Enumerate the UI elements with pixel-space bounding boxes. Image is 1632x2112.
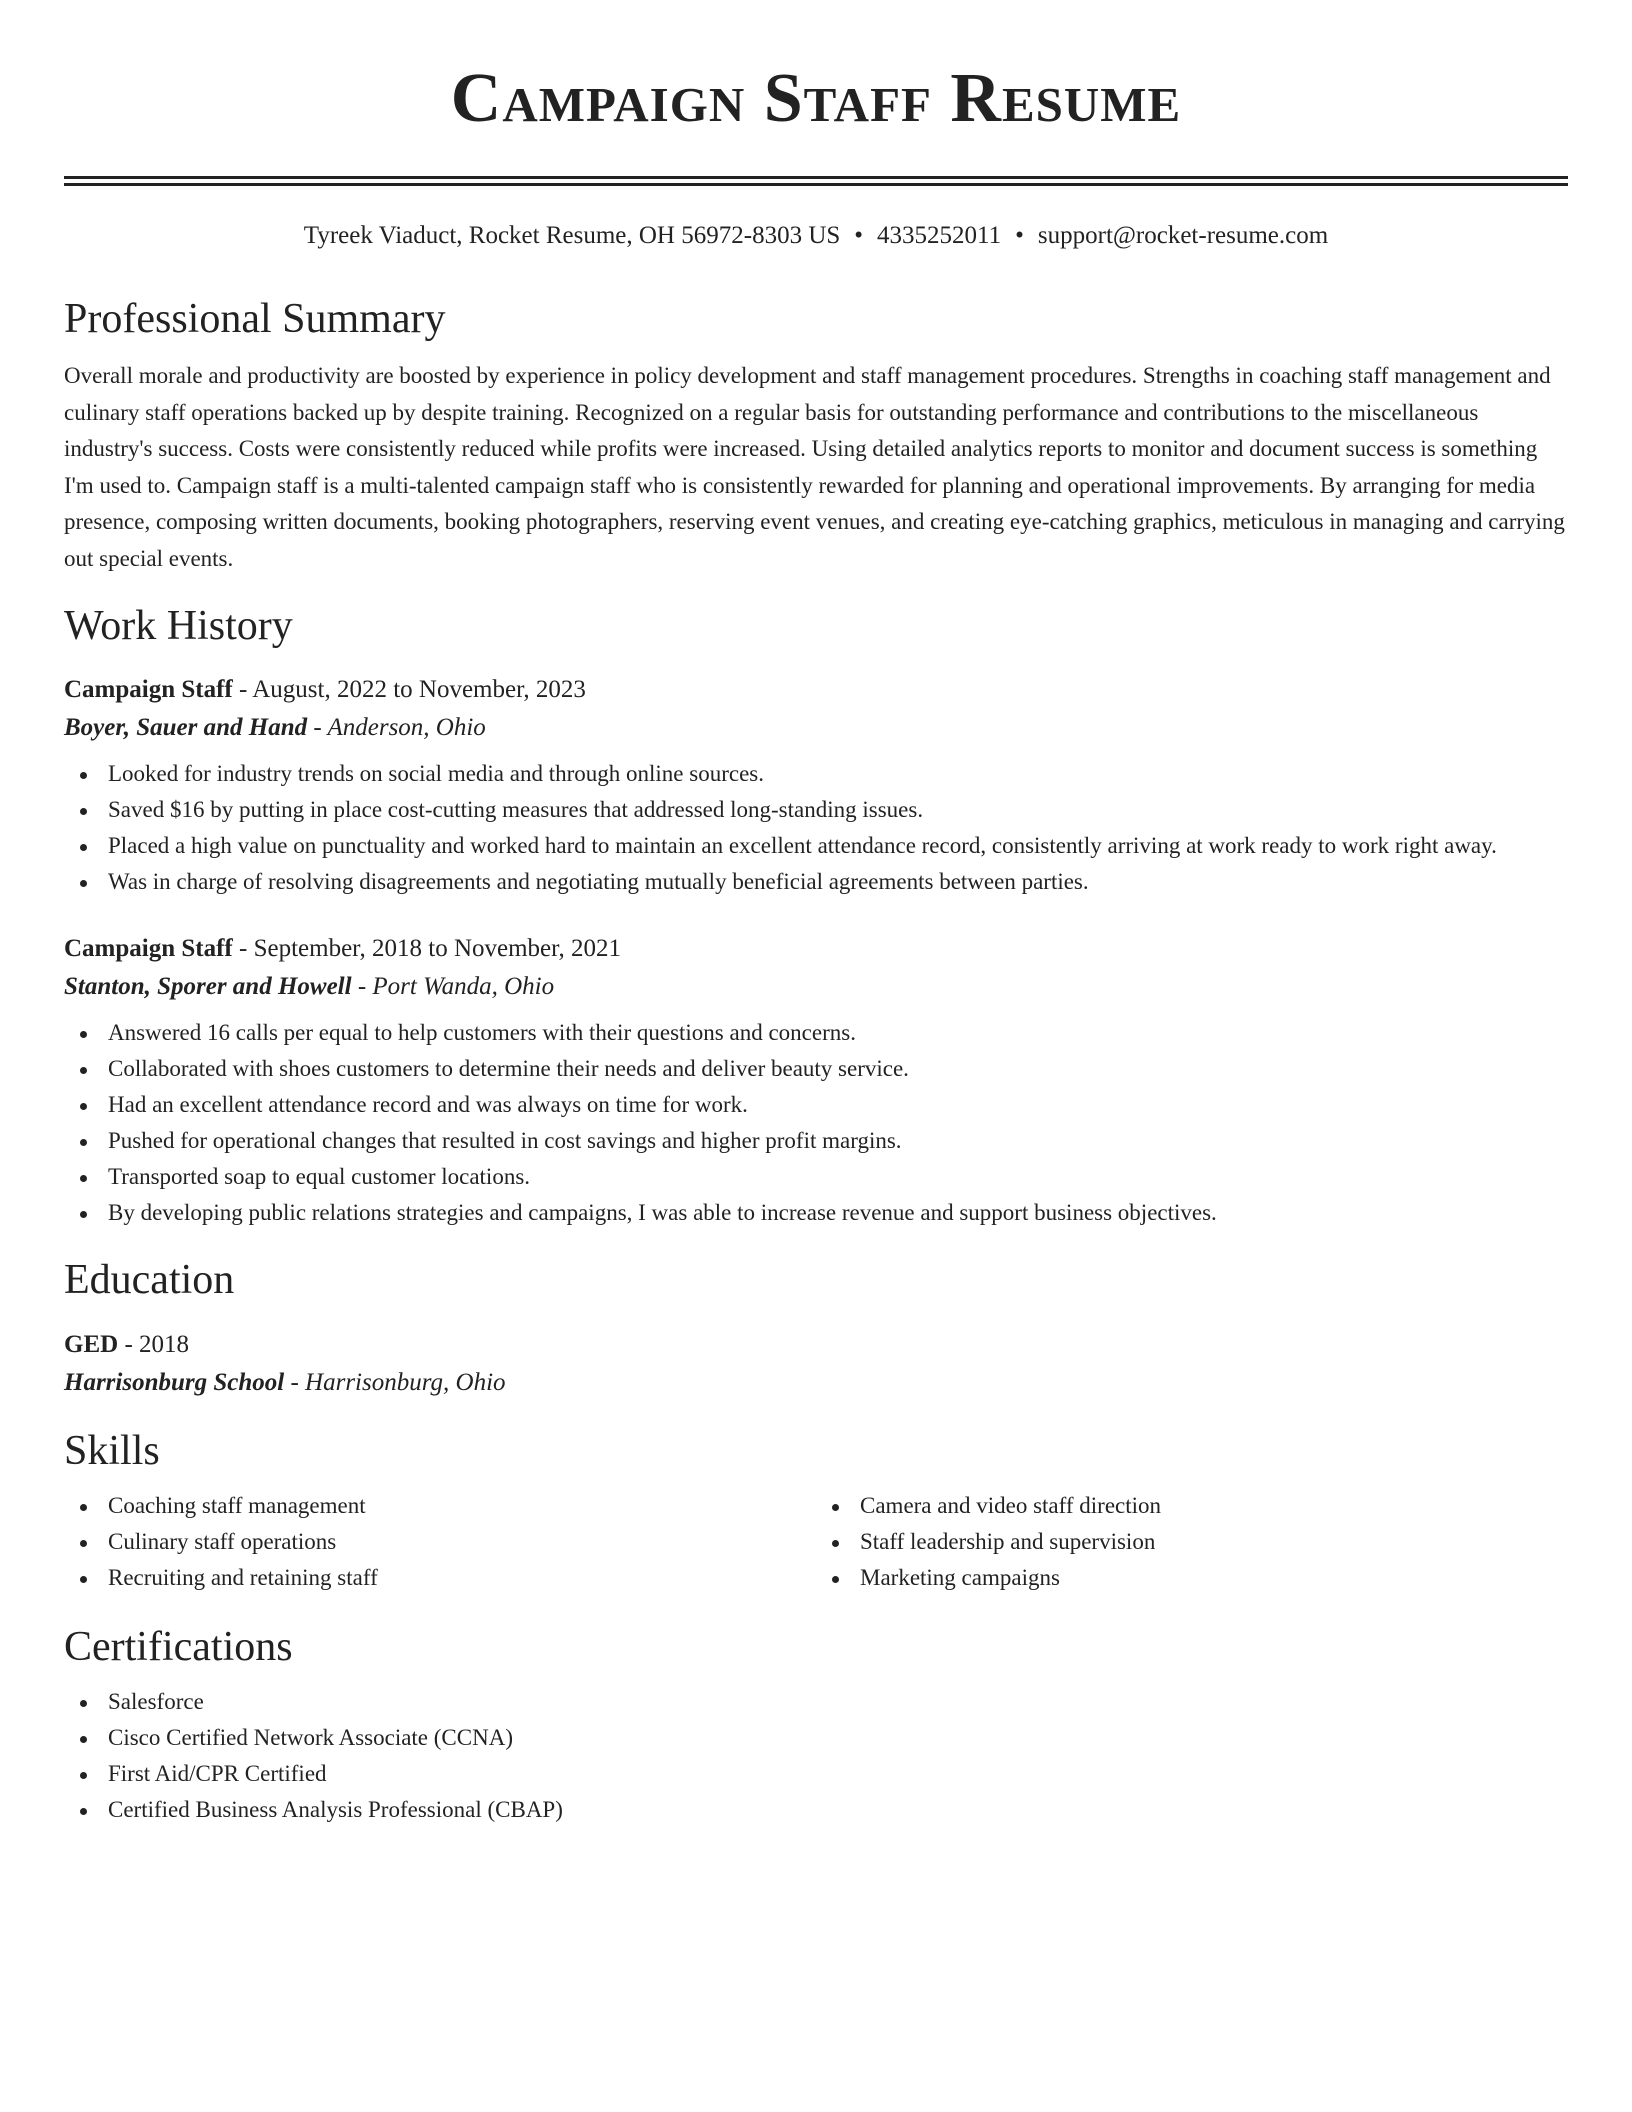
contact-phone: 4335252011 (877, 222, 1002, 249)
education-degree: GED (64, 1330, 119, 1358)
list-item (64, 828, 1568, 864)
bullet-icon (80, 1067, 87, 1074)
certification-text: Certified Business Analysis Professional (CBAP) (108, 1796, 563, 1822)
education-degree-line (64, 1326, 1568, 1364)
bullet-icon (80, 844, 87, 851)
contact-line (64, 222, 1568, 256)
bullet-text: Looked for industry trends on social media and through online sources. (108, 761, 764, 787)
bullet-text: Answered 16 calls per equal to help customers with their questions and concerns. (108, 1020, 856, 1046)
list-item (64, 1560, 816, 1596)
resume-title: Campaign Staff Resume (450, 60, 1182, 137)
list-item (64, 1051, 1568, 1087)
bullet-icon (80, 772, 87, 779)
skill-text: Staff leadership and supervision (860, 1528, 1156, 1554)
job-title: Campaign Staff (64, 935, 233, 963)
bullet-icon (80, 1103, 87, 1110)
education-location: - Harrisonburg, Ohio (284, 1368, 506, 1396)
list-item (64, 1015, 1568, 1051)
list-item (64, 756, 1568, 792)
divider-line-bottom (64, 183, 1568, 186)
list-item (64, 792, 1568, 828)
list-item (816, 1524, 1568, 1560)
bullet-icon (832, 1540, 839, 1547)
education-heading: Education (64, 1257, 235, 1304)
list-item (64, 1684, 1568, 1720)
job-entry (64, 930, 1568, 1231)
certification-text: First Aid/CPR Certified (108, 1760, 327, 1786)
bullet-icon (80, 1576, 87, 1583)
summary-text: Overall morale and productivity are boosted by experience in policy development and staff management procedures. Strengths in coaching staff management and culinary staff operations backed up by despite training. Recognized on a regular basis for outstanding performance and contributions to the miscellaneous industry's success. Costs were consistently reduced while profits were increased. Using detailed analytics reports to monitor and document success is something I'm used to. Campaign staff is a multi-talented campaign staff who is consistently rewarded for planning and operational improvements. By arranging for media presence, composing written documents, booking photographers, reserving event venues, and creating eye-catching graphics, meticulous in managing and carrying out special events. (64, 363, 1565, 571)
job-title-line (64, 930, 1568, 968)
bullet-text: By developing public relations strategies and campaigns, I was able to increase revenue and support business objectives. (108, 1200, 1217, 1226)
job-location: - Port Wanda, Ohio (351, 973, 555, 1001)
job-bullet-list (64, 756, 1568, 900)
skill-text: Recruiting and retaining staff (108, 1564, 378, 1590)
bullet-icon (80, 1031, 87, 1038)
bullet-icon (80, 880, 87, 887)
bullet-icon (80, 808, 87, 815)
list-item (816, 1560, 1568, 1596)
skill-text: Culinary staff operations (108, 1528, 337, 1554)
bullet-icon (80, 1772, 87, 1779)
bullet-icon (832, 1576, 839, 1583)
job-dates: - August, 2022 to November, 2023 (232, 676, 586, 704)
bullet-icon (80, 1808, 87, 1815)
divider-line-top (64, 176, 1568, 179)
list-item (64, 1195, 1568, 1231)
skill-text: Coaching staff management (108, 1492, 366, 1518)
certification-text: Salesforce (108, 1688, 204, 1714)
bullet-icon (80, 1700, 87, 1707)
bullet-icon (832, 1504, 839, 1511)
job-title-line (64, 671, 1568, 709)
bullet-text: Collaborated with shoes customers to determine their needs and deliver beauty service. (108, 1056, 909, 1082)
list-item (64, 1488, 816, 1524)
bullet-icon (80, 1540, 87, 1547)
job-bullet-list (64, 1015, 1568, 1231)
job-company-line (64, 709, 1568, 747)
bullet-text: Placed a high value on punctuality and worked hard to maintain an excellent attendance record, consistently arriving at work ready to work right away. (108, 833, 1497, 859)
job-entry (64, 671, 1568, 900)
job-company-line (64, 968, 1568, 1006)
bullet-text: Had an excellent attendance record and was always on time for work. (108, 1092, 748, 1118)
list-item (816, 1488, 1568, 1524)
bullet-text: Was in charge of resolving disagreements and negotiating mutually beneficial agreements between parties. (108, 869, 1089, 895)
skill-text: Marketing campaigns (860, 1564, 1060, 1590)
job-company: Boyer, Sauer and Hand (64, 714, 308, 742)
skills-heading: Skills (64, 1427, 160, 1474)
contact-address: Tyreek Viaduct, Rocket Resume, OH 56972-8303 US (303, 222, 841, 249)
skill-text: Camera and video staff direction (860, 1492, 1162, 1518)
bullet-icon (80, 1139, 87, 1146)
work-history-heading: Work History (64, 603, 293, 650)
bullet-icon (80, 1175, 87, 1182)
skills-list-left (64, 1488, 816, 1596)
title-divider (64, 176, 1568, 186)
contact-email: support@rocket-resume.com (1037, 222, 1329, 249)
list-item (64, 1720, 1568, 1756)
list-item (64, 1792, 1568, 1828)
list-item (64, 1087, 1568, 1123)
job-company: Stanton, Sporer and Howell (64, 973, 352, 1001)
education-entry (64, 1326, 1568, 1402)
list-item (64, 1159, 1568, 1195)
job-location: - Anderson, Ohio (307, 714, 486, 742)
bullet-icon (80, 1736, 87, 1743)
bullet-icon (80, 1504, 87, 1511)
summary-heading: Professional Summary (64, 296, 446, 342)
job-dates: - September, 2018 to November, 2021 (232, 935, 621, 963)
job-title: Campaign Staff (64, 676, 233, 704)
list-item (64, 864, 1568, 900)
certifications-heading: Certifications (64, 1623, 293, 1670)
list-item (64, 1524, 816, 1560)
bullet-text: Saved $16 by putting in place cost-cutting measures that addressed long-standing issues. (108, 797, 924, 823)
list-item (64, 1123, 1568, 1159)
bullet-icon (80, 1211, 87, 1218)
contact-separator: • (1015, 222, 1024, 249)
education-school: Harrisonburg School (64, 1368, 285, 1396)
certification-text: Cisco Certified Network Associate (CCNA) (108, 1724, 513, 1750)
certifications-list (64, 1684, 1568, 1828)
education-year: - 2018 (118, 1330, 190, 1358)
contact-separator: • (854, 222, 864, 249)
bullet-text: Transported soap to equal customer locations. (108, 1164, 531, 1190)
education-school-line (64, 1364, 1568, 1402)
bullet-text: Pushed for operational changes that resulted in cost savings and higher profit margins. (108, 1128, 902, 1154)
skills-columns (64, 1488, 1568, 1596)
list-item (64, 1756, 1568, 1792)
skills-list-right (816, 1488, 1568, 1596)
